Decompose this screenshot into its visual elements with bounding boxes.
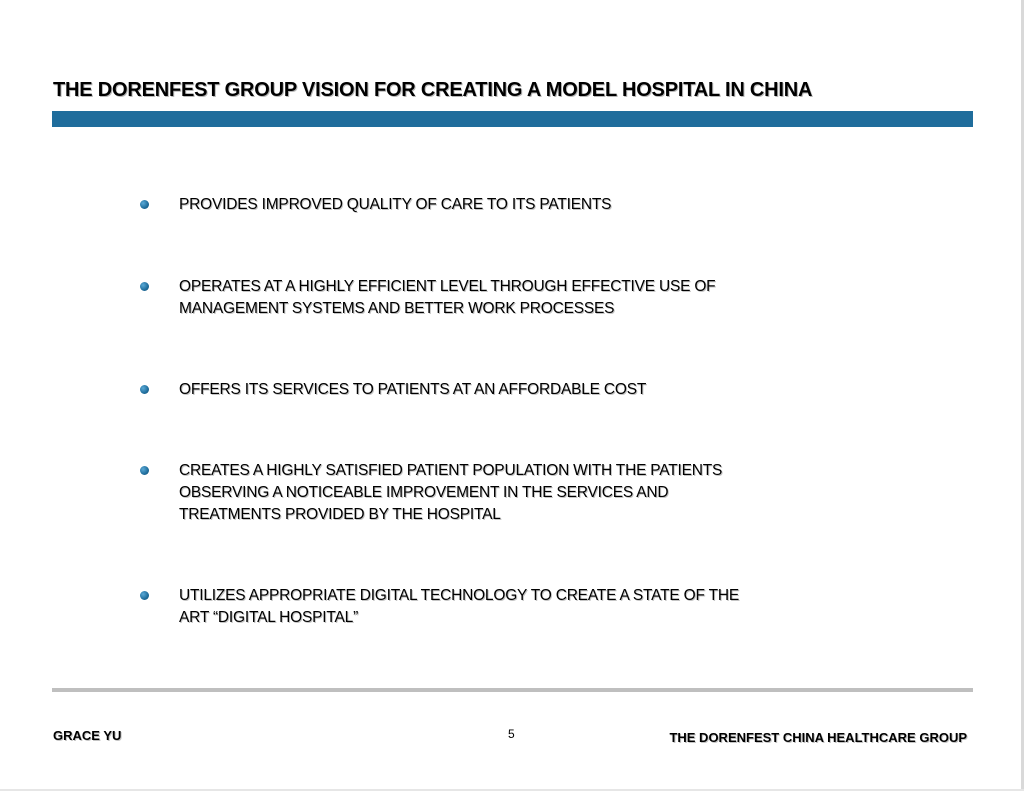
bullet-line: PROVIDES IMPROVED QUALITY OF CARE TO ITS PATIENTS [179, 196, 612, 213]
bullet-dot-icon [140, 385, 149, 394]
footer-organization: THE DORENFEST CHINA HEALTHCARE GROUP [669, 730, 967, 745]
footer-divider [52, 688, 973, 692]
bullet-text [179, 194, 879, 216]
page-number: 5 [508, 727, 515, 741]
footer-author: GRACE YU [53, 728, 122, 743]
bullet-line: OPERATES AT A HIGHLY EFFICIENT LEVEL THROUGH EFFECTIVE USE OF [179, 278, 716, 295]
bullet-dot-icon [140, 591, 149, 600]
bullet-text [179, 585, 879, 629]
bullet-line: ART “DIGITAL HOSPITAL” [179, 609, 359, 626]
bullet-line: OFFERS ITS SERVICES TO PATIENTS AT AN AFFORDABLE COST [179, 381, 647, 398]
bullet-line: OBSERVING A NOTICEABLE IMPROVEMENT IN THE SERVICES AND [179, 484, 669, 501]
bullet-text [179, 460, 879, 526]
title-accent-bar [52, 111, 973, 127]
bullet-line: MANAGEMENT SYSTEMS AND BETTER WORK PROCESSES [179, 300, 615, 317]
bullet-text [179, 379, 879, 401]
bullet-line: UTILIZES APPROPRIATE DIGITAL TECHNOLOGY TO CREATE A STATE OF THE [179, 587, 739, 604]
slide-title: THE DORENFEST GROUP VISION FOR CREATING A MODEL HOSPITAL IN CHINA [53, 79, 813, 101]
bullet-line: TREATMENTS PROVIDED BY THE HOSPITAL [179, 506, 501, 523]
bullet-text [179, 276, 879, 320]
bullet-dot-icon [140, 282, 149, 291]
bullet-dot-icon [140, 200, 149, 209]
bullet-line: CREATES A HIGHLY SATISFIED PATIENT POPULATION WITH THE PATIENTS [179, 462, 723, 479]
bullet-dot-icon [140, 466, 149, 475]
